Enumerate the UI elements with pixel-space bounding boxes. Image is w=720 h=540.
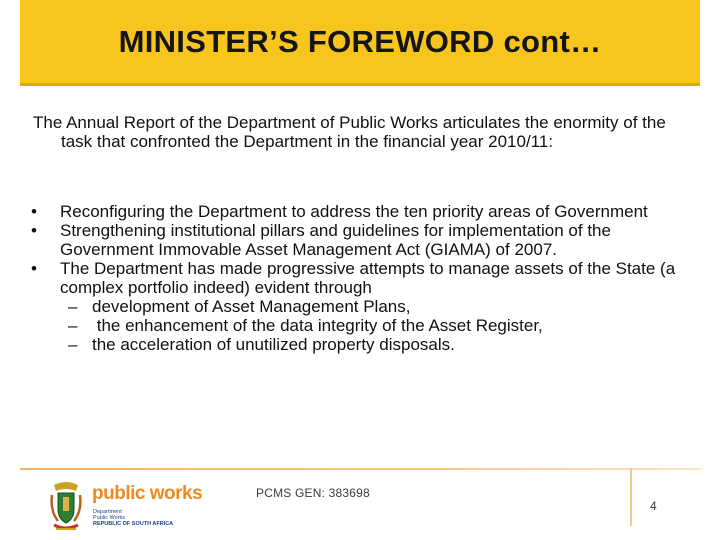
coat-of-arms-icon — [48, 481, 84, 533]
bullet-item — [30, 202, 682, 221]
dash-marker: – — [68, 316, 78, 335]
public-works-logo — [40, 479, 205, 537]
sub-bullet-list — [60, 297, 682, 354]
dash-marker: – — [68, 335, 78, 354]
logo-subtitle-line: REPUBLIC OF SOUTH AFRICA — [93, 521, 174, 527]
sub-bullet-text: the enhancement of the data integrity of the Asset Register, — [92, 316, 543, 335]
logo-brand-name: public works — [92, 483, 203, 504]
bullet-marker: • — [31, 221, 37, 240]
dash-marker: – — [68, 297, 78, 316]
logo-subtitle-line: Department — [93, 509, 122, 515]
sub-bullet-text: development of Asset Management Plans, — [92, 297, 411, 316]
bullet-marker: • — [31, 202, 37, 221]
footer-divider — [20, 468, 700, 470]
sub-bullet-item — [60, 316, 682, 335]
bullet-item — [30, 221, 682, 259]
sub-bullet-text: the acceleration of unutilized property disposals. — [92, 335, 455, 354]
bullet-text: The Department has made progressive attempts to manage assets of the State (a complex portfolio indeed) evident through — [60, 259, 676, 297]
footer-divider-tail — [630, 468, 632, 526]
bullet-text: Strengthening institutional pillars and guidelines for implementation of the Government Immovable Asset Management Act (GIAMA) of 2007. — [60, 221, 611, 259]
bullet-list — [30, 202, 682, 354]
title-bar — [20, 0, 700, 86]
sub-bullet-item — [60, 297, 682, 316]
document-code: PCMS GEN: 383698 — [256, 486, 370, 500]
bullet-text: Reconfiguring the Department to address the ten priority areas of Government — [60, 202, 648, 221]
logo-subtitle-line: Public Works — [93, 515, 125, 521]
page-number: 4 — [650, 499, 657, 513]
bullet-marker: • — [31, 259, 37, 278]
intro-paragraph — [33, 113, 673, 151]
slide-title: MINISTER’S FOREWORD cont… — [118, 23, 602, 59]
intro-text: The Annual Report of the Department of Public Works articulates the enormity of the task that confronted the Department in the financial year 2010/11: — [33, 113, 666, 151]
bullet-item — [30, 259, 682, 354]
sub-bullet-item — [60, 335, 682, 354]
